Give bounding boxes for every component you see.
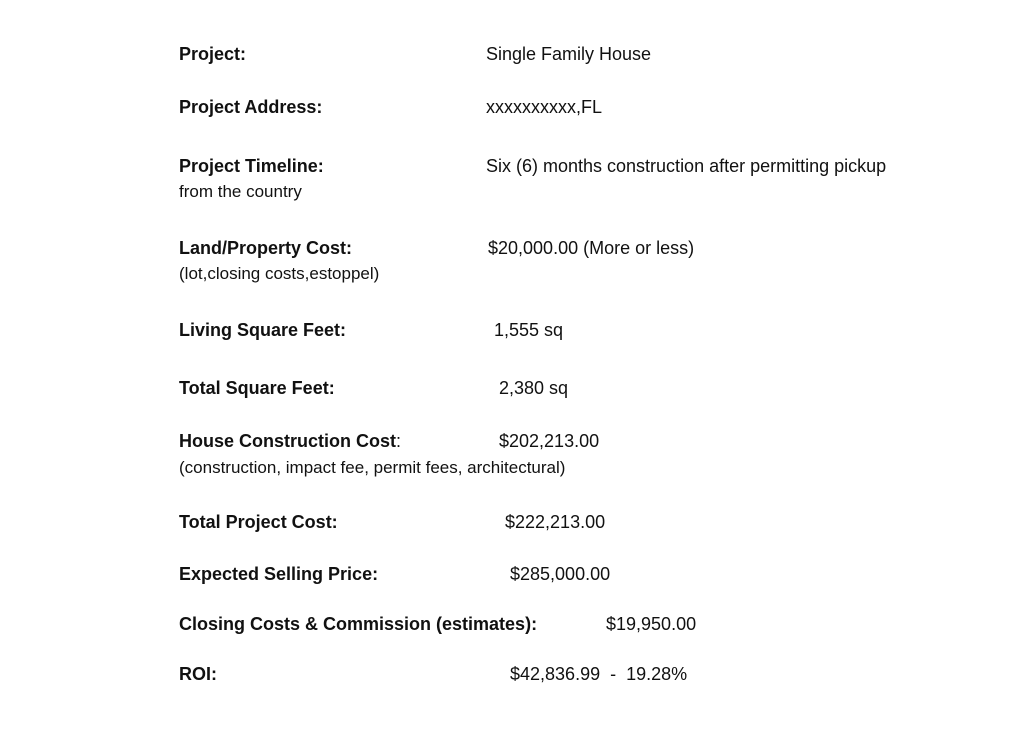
total-square-feet-label: Total Square Feet: [179,378,335,398]
project-label: Project: [179,44,247,64]
project-address-label: Project Address: [179,97,323,117]
project-value: Single Family House [486,44,652,64]
project-timeline-label: Project Timeline: [179,156,324,176]
living-square-feet-label: Living Square Feet: [179,320,347,340]
roi-value: $42,836.99 - 19.28% [510,664,688,684]
house-construction-cost-label-text: House Construction Cost [179,431,397,451]
project-address-value: xxxxxxxxxx,FL [486,97,603,117]
living-square-feet-value: 1,555 sq [494,320,564,340]
expected-selling-price-value: $285,000.00 [510,564,611,584]
total-project-cost-label: Total Project Cost: [179,512,338,532]
expected-selling-price-label: Expected Selling Price: [179,564,379,584]
closing-costs-commission-value: $19,950.00 [606,614,697,634]
project-timeline-value: Six (6) months construction after permitting pickup [486,156,887,176]
total-square-feet-value: 2,380 sq [499,378,569,398]
roi-label: ROI: [179,664,217,684]
land-property-cost-note: (lot,closing costs,estoppel) [179,264,380,283]
house-construction-cost-note: (construction, impact fee, permit fees, architectural) [179,458,566,477]
house-construction-cost-label [179,430,401,452]
land-property-cost-label: Land/Property Cost: [179,238,353,258]
closing-costs-commission-label: Closing Costs & Commission (estimates): [179,614,538,634]
land-property-cost-value: $20,000.00 (More or less) [488,238,695,258]
project-timeline-note: from the country [179,182,302,201]
house-construction-cost-label-colon: : [396,431,402,451]
total-project-cost-value: $222,213.00 [505,512,606,532]
house-construction-cost-value: $202,213.00 [499,431,600,451]
